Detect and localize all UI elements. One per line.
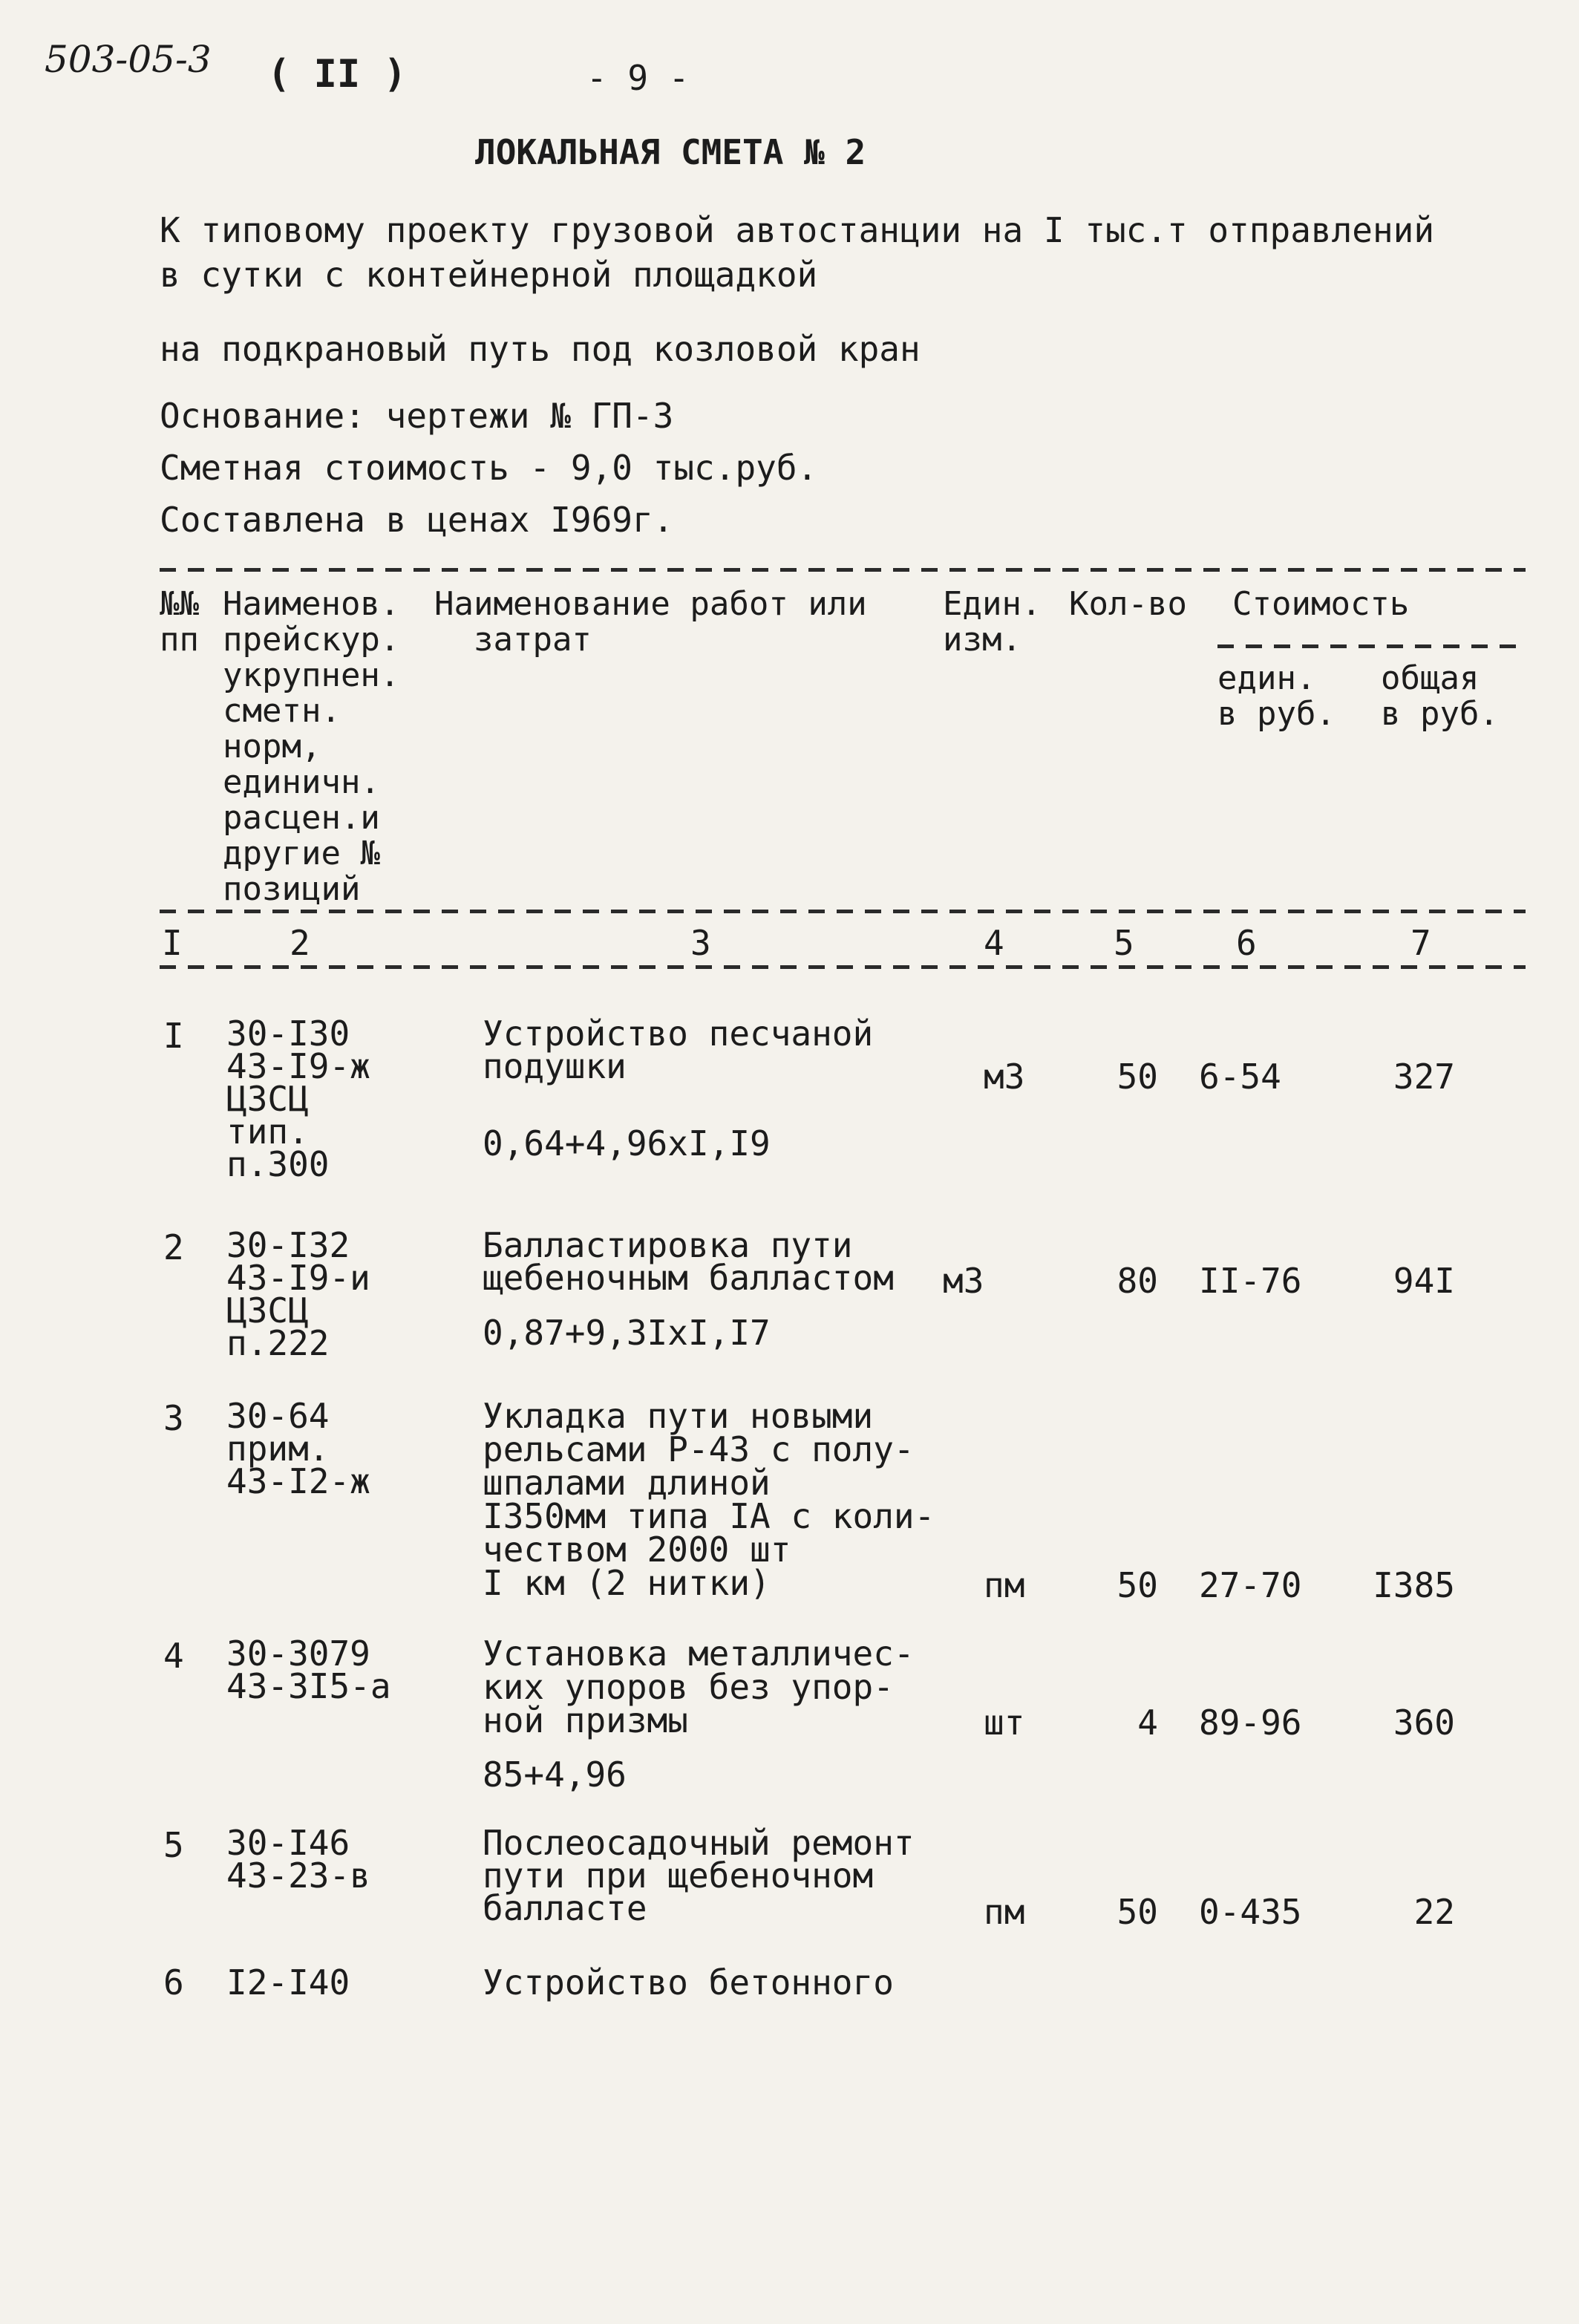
- row-unit-price: 0-435: [1199, 1892, 1302, 1932]
- row-total: 360: [1393, 1703, 1455, 1743]
- header-work-name: Наименование работ или затрат: [434, 585, 867, 659]
- column-numbers-top-rule: [160, 910, 1526, 913]
- column-number-2: 2: [290, 923, 310, 963]
- row-number: 4: [163, 1636, 184, 1676]
- estimated-cost-line: Сметная стоимость - 9,0 тыс.руб.: [160, 448, 818, 488]
- row-unit: м3: [943, 1261, 984, 1301]
- row-number: 6: [163, 1962, 184, 2003]
- column-number-1: I: [162, 923, 183, 963]
- header-cost: Стоимость: [1232, 585, 1410, 623]
- estimate-title: ЛОКАЛЬНАЯ СМЕТА № 2: [475, 132, 866, 172]
- row-work-name: Установка металличес- ких упоров без упор- ной призмы: [483, 1633, 915, 1740]
- row-unit: шт: [984, 1703, 1025, 1743]
- row-rate-code: 30-64 прим. 43-I2-ж: [226, 1396, 370, 1501]
- row-rate-code: 30-I46 43-23-в: [226, 1823, 370, 1896]
- header-total-cost: общая в руб.: [1381, 659, 1499, 733]
- basis-line: Основание: чертежи № ГП-3: [160, 396, 674, 436]
- cost-subheader-rule: [1217, 644, 1526, 648]
- column-number-7: 7: [1410, 923, 1431, 963]
- column-number-4: 4: [984, 923, 1004, 963]
- header-unit-cost: един. в руб.: [1217, 659, 1336, 733]
- row-calculation: 85+4,96: [483, 1755, 627, 1795]
- header-rate-code: Наименов. прейскур. укрупнен. сметн. норм, единичн. расцен.и другие № позиций: [223, 585, 400, 908]
- header-quantity: Кол-во: [1069, 585, 1187, 623]
- row-total: 94I: [1393, 1261, 1455, 1301]
- row-calculation: 0,87+9,3IхI,I7: [483, 1313, 771, 1353]
- row-number: 5: [163, 1825, 184, 1865]
- row-quantity: 4: [1137, 1703, 1158, 1743]
- project-line-1: К типовому проекту грузовой автостанции на I тыс.т отправлений: [160, 210, 1435, 250]
- row-calculation: 0,64+4,96хI,I9: [483, 1123, 771, 1163]
- object-line: на подкрановый путь под козловой кран: [160, 329, 921, 369]
- row-work-name: Послеосадочный ремонт пути при щебеночном балласте: [483, 1823, 915, 1928]
- page-number: - 9 -: [586, 58, 690, 98]
- row-quantity: 50: [1117, 1057, 1158, 1097]
- row-rate-code: 30-I30 43-I9-ж ЦЗСЦ тип. п.300: [226, 1014, 370, 1184]
- row-number: 3: [163, 1398, 184, 1438]
- row-rate-code: I2-I40: [226, 1962, 350, 2003]
- row-quantity: 50: [1117, 1892, 1158, 1932]
- row-work-name: Балластировка пути щебеночным балластом: [483, 1225, 894, 1298]
- row-number: 2: [163, 1227, 184, 1267]
- row-unit-price: II-76: [1199, 1261, 1302, 1301]
- header-row-number: №№ пп: [160, 585, 199, 659]
- row-quantity: 80: [1117, 1261, 1158, 1301]
- row-unit-price: 6-54: [1199, 1057, 1281, 1097]
- price-year-line: Составлена в ценах I969г.: [160, 500, 674, 540]
- row-quantity: 50: [1117, 1565, 1158, 1605]
- row-unit: пм: [984, 1565, 1025, 1605]
- row-unit: м3: [984, 1057, 1025, 1097]
- row-total: 327: [1393, 1057, 1455, 1097]
- header-unit: Един. изм.: [943, 585, 1042, 659]
- row-work-name: Устройство песчаной подушки: [483, 1014, 874, 1086]
- row-number: I: [163, 1016, 184, 1056]
- volume-mark: ( II ): [267, 52, 407, 97]
- row-total: I385: [1373, 1565, 1455, 1605]
- row-work-name: Укладка пути новыми рельсами Р-43 с полу- шпалами длиной I350мм типа IА с коли- чеством 2000 шт I км (2 нитки): [483, 1396, 935, 1603]
- row-unit-price: 27-70: [1199, 1565, 1302, 1605]
- column-number-5: 5: [1114, 923, 1134, 963]
- row-rate-code: 30-3079 43-3I5-а: [226, 1633, 391, 1706]
- row-rate-code: 30-I32 43-I9-и ЦЗСЦ п.222: [226, 1225, 370, 1363]
- table-top-rule: [160, 568, 1526, 572]
- column-number-6: 6: [1236, 923, 1257, 963]
- row-work-name: Устройство бетонного: [483, 1962, 894, 2003]
- column-number-3: 3: [690, 923, 711, 963]
- project-line-2: в сутки с контейнерной площадкой: [160, 255, 818, 295]
- row-unit-price: 89-96: [1199, 1703, 1302, 1743]
- row-total: 22: [1413, 1892, 1455, 1932]
- document-code: 503-05-3: [45, 38, 212, 81]
- column-numbers-bottom-rule: [160, 965, 1526, 969]
- row-unit: пм: [984, 1892, 1025, 1932]
